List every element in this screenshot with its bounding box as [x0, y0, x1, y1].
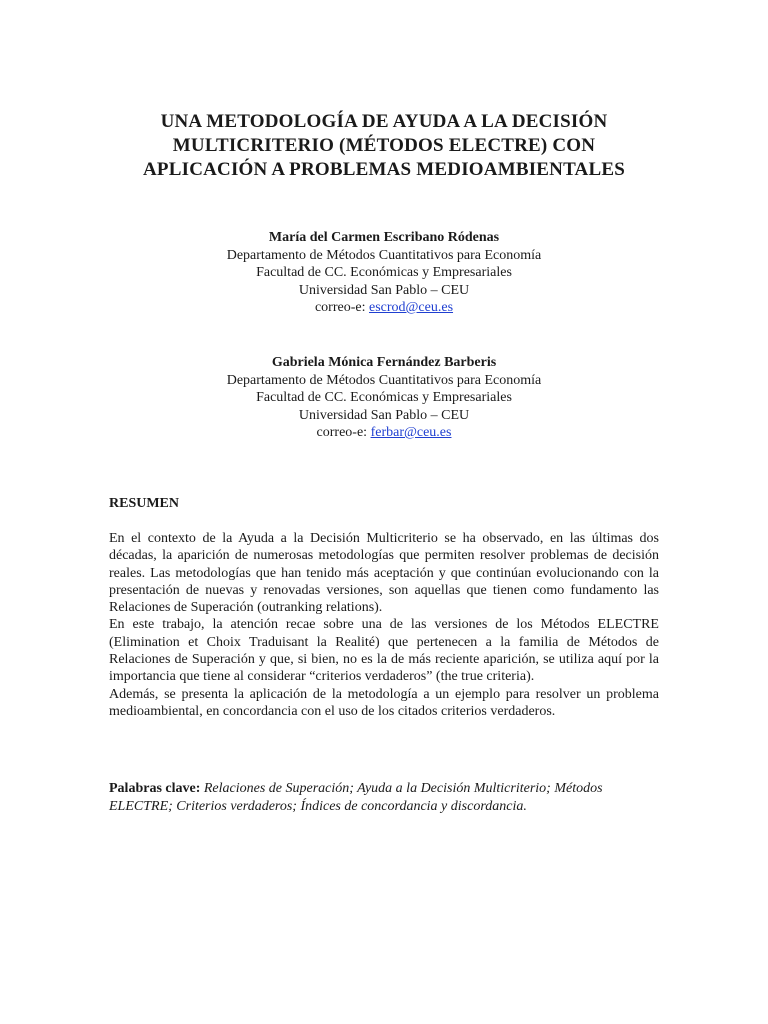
- abstract-paragraph: En este trabajo, la atención recae sobre una de las versiones de los Métodos ELECTRE (Elimination et Choix Traduisant la Realité) que pertenecen a la familia de Métodos de Relaciones de Superación y que, si bien, no es la de más reciente aparición, se utiliza aquí por la importancia que tiene al considerar “criterios verdaderos” (the true criteria).: [109, 617, 659, 685]
- email-label: correo-e:: [316, 425, 368, 440]
- title-line: MULTICRITERIO (MÉTODOS ELECTRE) CON: [172, 135, 596, 156]
- author-university: Universidad San Pablo – CEU: [298, 282, 470, 298]
- abstract-paragraph: En el contexto de la Ayuda a la Decisión Multicriterio se ha observado, en las últimas dos décadas, la aparición de numerosas metodologías que permiten resolver problemas de decisión reales. Las metodologías que han tenido más aceptación y que continúan evolucionando con la presentación de nuevas y renovadas versiones, son aquellas que tienen como fundamento las Relaciones de Superación (outranking relations).: [109, 531, 659, 616]
- abstract-body: [109, 530, 659, 720]
- title-line: UNA METODOLOGÍA DE AYUDA A LA DECISIÓN: [160, 111, 608, 132]
- author-name: Gabriela Mónica Fernández Barberis: [271, 355, 497, 370]
- author-faculty: Facultad de CC. Económicas y Empresariales: [256, 390, 512, 405]
- author-block-2: [134, 354, 634, 442]
- author-email-line: [134, 299, 634, 317]
- keywords: [109, 780, 659, 816]
- author-department: Departamento de Métodos Cuantitativos para Economía: [226, 372, 542, 388]
- author-name: María del Carmen Escribano Ródenas: [268, 230, 500, 245]
- keywords-label: Palabras clave:: [109, 781, 201, 796]
- abstract-heading: RESUMEN: [109, 496, 180, 511]
- email-link[interactable]: ferbar@ceu.es: [370, 425, 452, 440]
- keywords-text: Relaciones de Superación; Ayuda a la Decisión Multicriterio; Métodos ELECTRE; Criterios verdaderos; Índices de concordancia y discordancia.: [109, 781, 603, 814]
- paper-title: [90, 110, 678, 182]
- email-label: correo-e:: [314, 300, 366, 315]
- title-line: APLICACIÓN A PROBLEMAS MEDIOAMBIENTALES: [143, 159, 625, 180]
- author-block-1: [134, 229, 634, 317]
- author-faculty: Facultad de CC. Económicas y Empresariales: [256, 265, 512, 280]
- author-department: Departamento de Métodos Cuantitativos para Economía: [226, 247, 542, 263]
- author-email-line: [134, 424, 634, 442]
- email-link[interactable]: escrod@ceu.es: [369, 300, 454, 315]
- author-university: Universidad San Pablo – CEU: [298, 407, 470, 423]
- abstract-paragraph: Además, se presenta la aplicación de la metodología a un ejemplo para resolver un problema medioambiental, en concordancia con el uso de los citados criterios verdaderos.: [109, 686, 659, 719]
